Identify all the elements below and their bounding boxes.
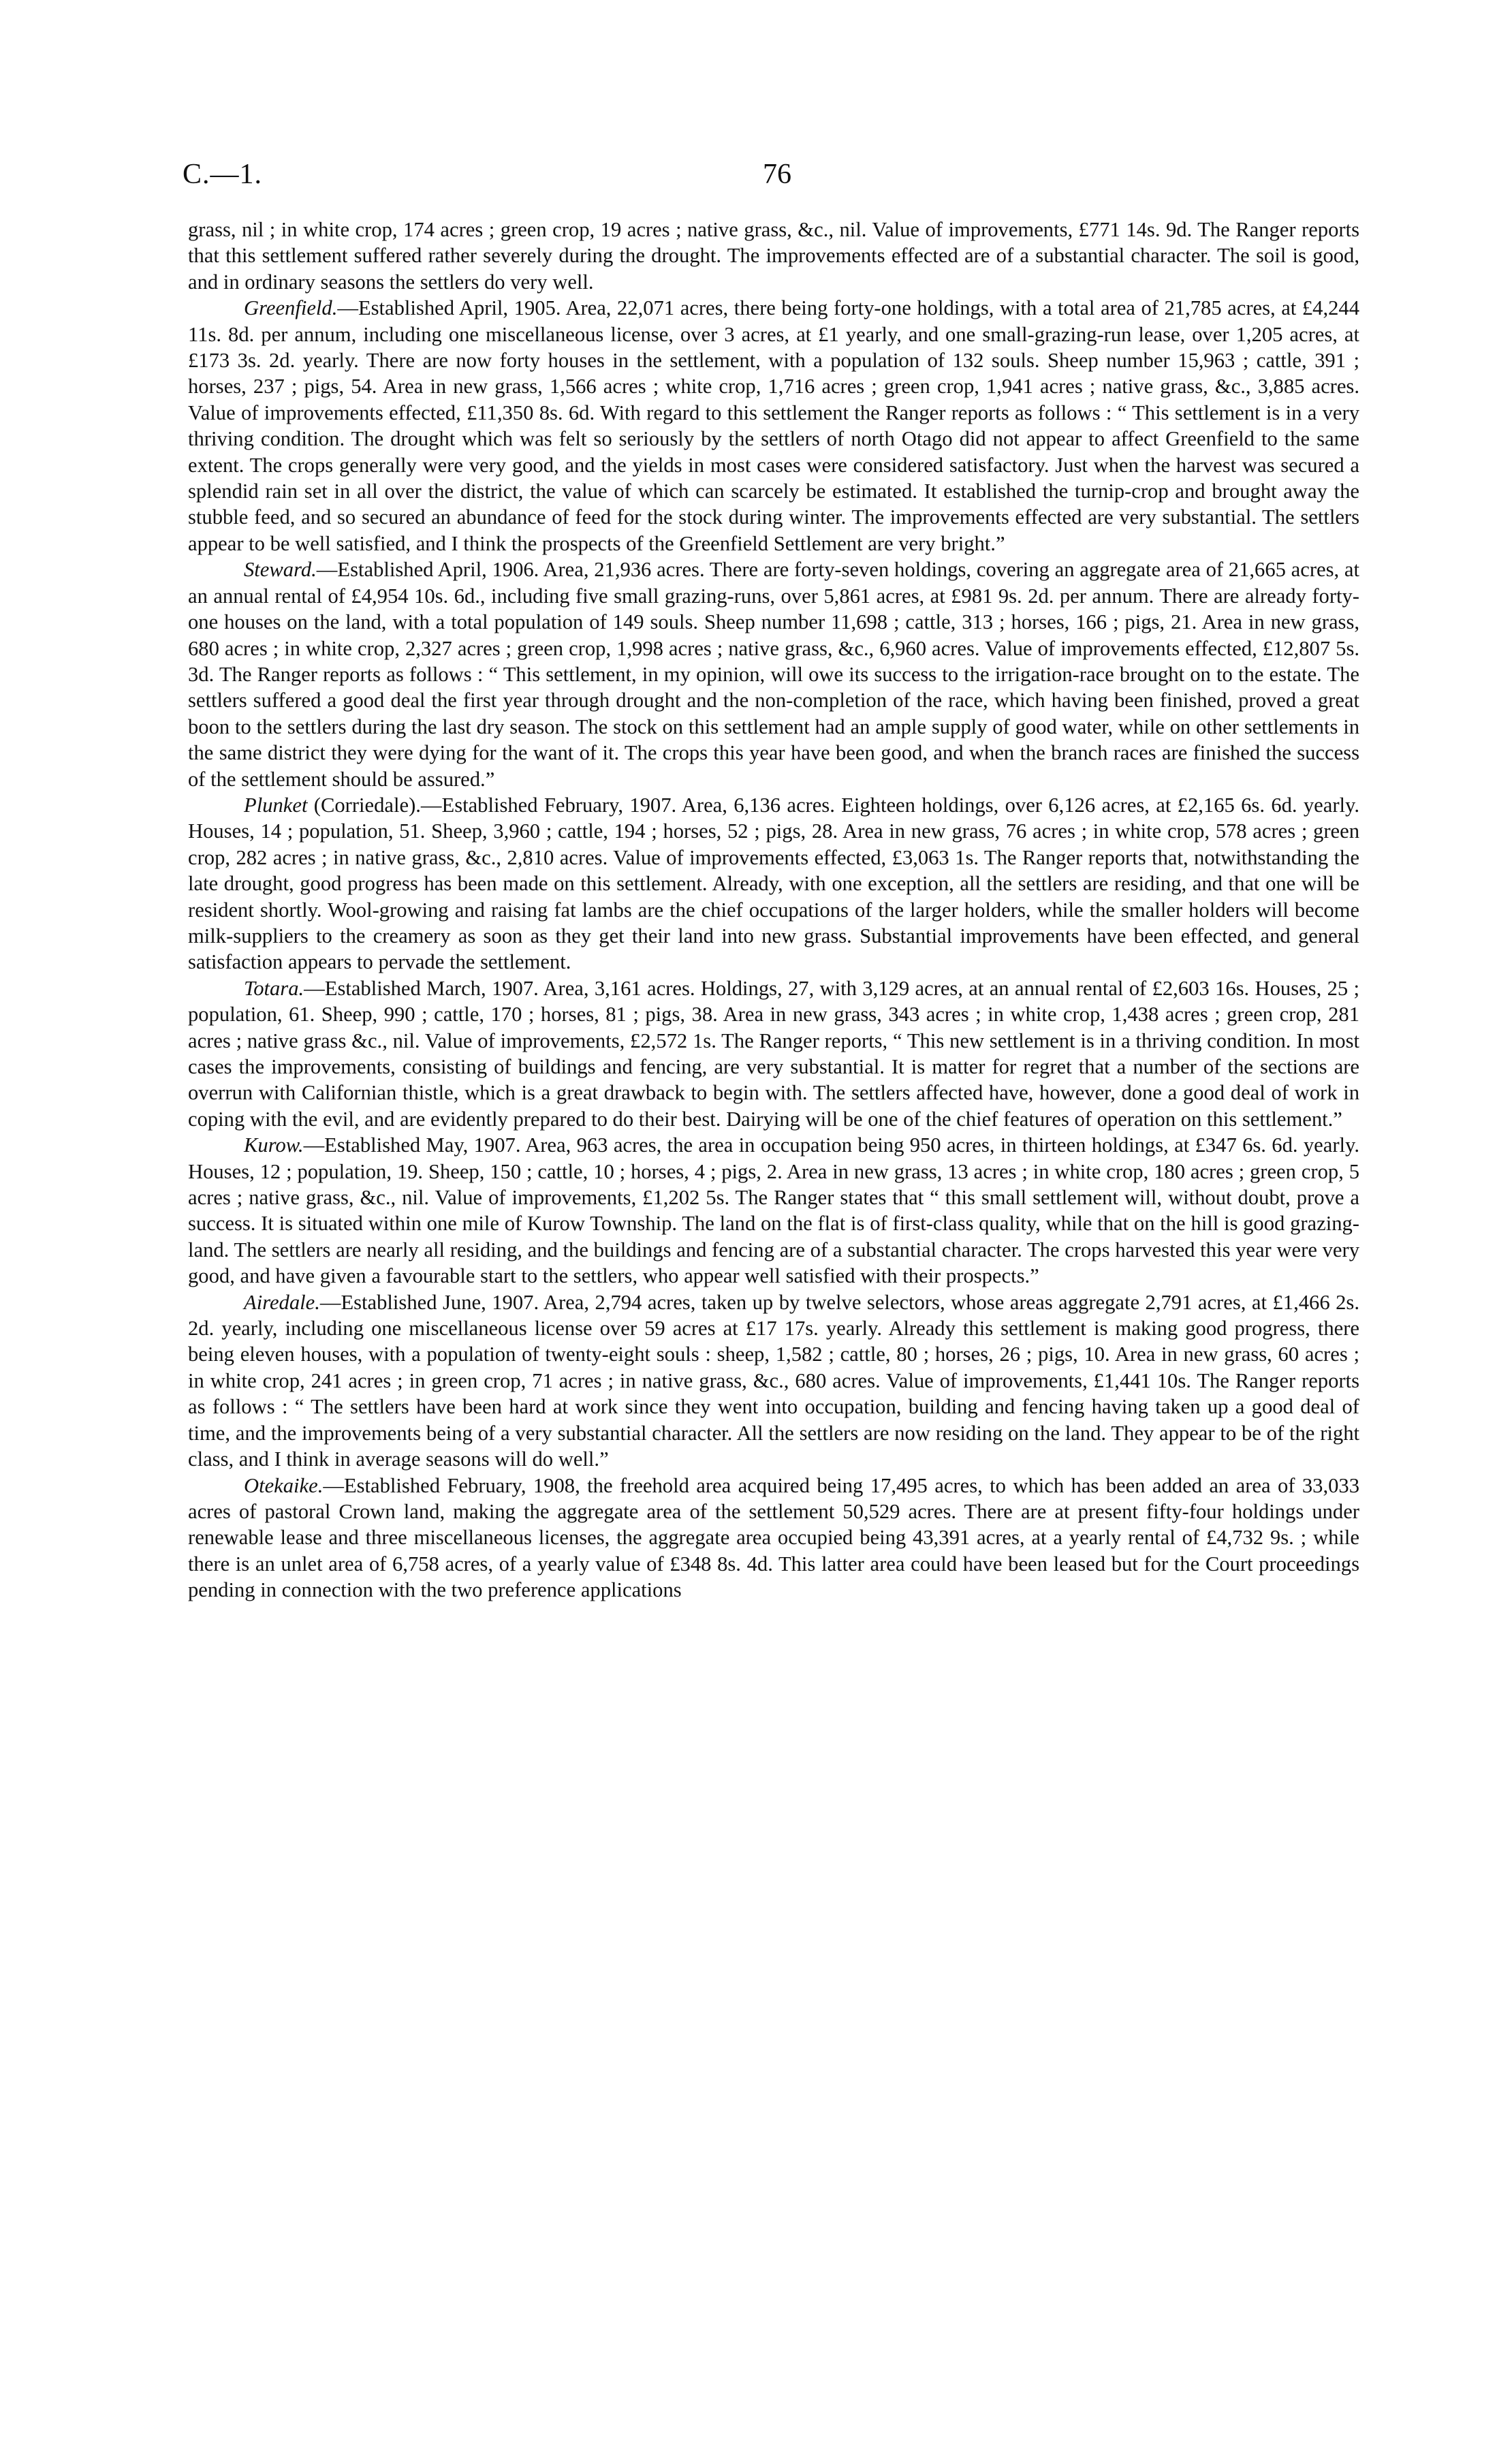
settlement-name: Kurow. [244,1133,304,1157]
running-head [183,158,1362,199]
paragraph-plunket [188,792,1359,975]
paragraph-text: —Established April, 1905. Area, 22,071 acres, there being forty-one holdings, with a total area of 21,785 acres, at £4,244 11s. 8d. per annum, including one miscellaneous license, over 3 acres, at £1 yearly, and one small-grazing-run lease, over 1,205 acres, at £173 3s. 2d. yearly. There are now forty houses in the settlement, with a population of 132 souls. Sheep number 15,963 ; cattle, 391 ; horses, 237 ; pigs, 54. Area in new grass, 1,566 acres ; white crop, 1,716 acres ; green crop, 1,941 acres ; native grass, &c., 3,885 acres. Value of improvements effected, £11,350 8s. 6d. With regard to this settlement the Ranger reports as follows : “ This settlement is in a very thriving condition. The drought which was felt so seriously by the settlers of north Otago did not appear to affect Greenfield to the same extent. The crops generally were very good, and the yields in most cases were considered satisfactory. Just when the harvest was secured a splendid rain set in all over the district, the value of which can scarcely be estimated. It established the turnip-crop and brought away the stubble feed, and so secured an abundance of feed for the stock during winter. The improvements effected are very substantial. The settlers appear to be well satisfied, and I think the prospects of the Greenfield Settlement are very bright.” [188,296,1359,555]
paragraph-kurow [188,1132,1359,1289]
paragraph-text: —Established June, 1907. Area, 2,794 acres, taken up by twelve selectors, whose areas aggregate 2,791 acres, at £1,466 2s. 2d. yearly, including one miscellaneous license over 59 acres at £17 17s. yearly. Already this settlement is making good progress, there being eleven houses, with a population of twenty-eight souls : sheep, 1,582 ; cattle, 80 ; horses, 26 ; pigs, 10. Area in new grass, 60 acres ; in white crop, 241 acres ; in green crop, 71 acres ; in native grass, &c., 680 acres. Value of improvements, £1,441 10s. The Ranger reports as follows : “ The settlers have been hard at work since they went into occupation, building and fencing having taken up a good deal of time, and the improvements being of a very substantial character. All the settlers are now residing on the land. They appear to be of the right class, and I think in average seasons will do well.” [188,1290,1359,1471]
page-number: 76 [763,159,791,190]
settlement-name: Greenfield. [244,296,338,320]
paragraph-text: grass, nil ; in white crop, 174 acres ; green crop, 19 acres ; native grass, &c., nil. Value of improvements, £771 14s. 9d. The Ranger reports that this settlement suffered rather severely during the drought. The improvements effected are of a substantial character. The soil is good, and in ordinary seasons the settlers do very well. [188,218,1359,294]
paragraph-continuation [188,217,1359,295]
paragraph-text: —Established April, 1906. Area, 21,936 acres. There are forty-seven holdings, covering an aggregate area of 21,665 acres, at an annual rental of £4,954 10s. 6d., including five small grazing-runs, over 5,861 acres, at £981 9s. 2d. per annum. There are already forty-one houses on the land, with a total population of 149 souls. Sheep number 11,698 ; cattle, 313 ; horses, 166 ; pigs, 21. Area in new grass, 680 acres ; in white crop, 2,327 acres ; green crop, 1,998 acres ; native grass, &c., 6,960 acres. Value of improvements effected, £12,807 5s. 3d. The Ranger reports as follows : “ This settlement, in my opinion, will owe its success to the irrigation-race brought on to the estate. The settlers suffered a good deal the first year through drought and the non-completion of the race, which having been finished, proved a great boon to the settlers during the last dry season. The stock on this settlement had an ample supply of good water, while on other settlements in the same district they were dying for the want of it. The crops this year have been good, and when the branch races are finished the success of the settlement should be assured.” [188,558,1359,791]
paragraph-otekaike [188,1473,1359,1603]
paragraph-greenfield [188,295,1359,556]
settlement-name: Airedale. [244,1290,320,1314]
settlement-name: Otekaike. [244,1473,324,1497]
paragraph-text: —Established February, 1908, the freehold area acquired being 17,495 acres, to which has been added an area of 33,033 acres of pastoral Crown land, making the aggregate area of the settlement 50,529 acres. There are at present fifty-four holdings under renewable lease and three miscellaneous licenses, the aggregate area occupied being 43,391 acres, at a yearly rental of £4,732 9s. ; while there is an unlet area of 6,758 acres, of a yearly value of £348 8s. 4d. This latter area could have been leased but for the Court proceedings pending in connection with the two preference applications [188,1473,1359,1602]
settlement-name: Totara. [244,976,304,1000]
paragraph-text: —Established March, 1907. Area, 3,161 acres. Holdings, 27, with 3,129 acres, at an annual rental of £2,603 16s. Houses, 25 ; population, 61. Sheep, 990 ; cattle, 170 ; horses, 81 ; pigs, 38. Area in new grass, 343 acres ; in white crop, 1,438 acres ; green crop, 281 acres ; native grass &c., nil. Value of improvements, £2,572 1s. The Ranger reports, “ This new settlement is in a thriving condition. In most cases the improvements, consisting of buildings and fencing, are very substantial. It is matter for regret that a number of the sections are overrun with Californian thistle, which is a great drawback to begin with. The settlers affected have, however, done a good deal of work in coping with the evil, and are evidently prepared to do their best. Dairying will be one of the chief features of operation on this settlement.” [188,976,1359,1131]
document-code: C.—1. [183,159,263,190]
settlement-name: Steward. [244,558,317,582]
paragraph-text: —Established May, 1907. Area, 963 acres, the area in occupation being 950 acres, in thirteen holdings, at £347 6s. 6d. yearly. Houses, 12 ; population, 19. Sheep, 150 ; cattle, 10 ; horses, 4 ; pigs, 2. Area in new grass, 13 acres ; in white crop, 180 acres ; green crop, 5 acres ; native grass, &c., nil. Value of improvements, £1,202 5s. The Ranger states that “ this small settlement will, without doubt, prove a success. It is situated within one mile of Kurow Township. The land on the flat is of first-class quality, while that on the hill is good grazing-land. The settlers are nearly all residing, and the buildings and fencing are of a substantial character. The crops harvested this year were very good, and have given a favourable start to the settlers, who appear well satisfied with their prospects.” [188,1133,1359,1288]
paragraph-airedale [188,1289,1359,1473]
body-text [188,217,1359,1603]
settlement-name: Plunket [244,793,308,817]
paragraph-steward [188,556,1359,792]
paragraph-totara [188,975,1359,1132]
paragraph-text: (Corriedale).—Established February, 1907. Area, 6,136 acres. Eighteen holdings, over 6,126 acres, at £2,165 6s. 6d. yearly. Houses, 14 ; population, 51. Sheep, 3,960 ; cattle, 194 ; horses, 52 ; pigs, 28. Area in new grass, 76 acres ; in white crop, 578 acres ; green crop, 282 acres ; in native grass, &c., 2,810 acres. Value of improvements effected, £3,063 1s. The Ranger reports that, notwithstanding the late drought, good progress has been made on this settlement. Already, with one exception, all the settlers are residing, and that one will be resident shortly. Wool-growing and raising fat lambs are the chief occupations of the larger holders, while the smaller holders will become milk-suppliers to the creamery as soon as they get their land into new grass. Substantial improvements have been effected, and general satisfaction appears to pervade the settlement. [188,793,1359,974]
